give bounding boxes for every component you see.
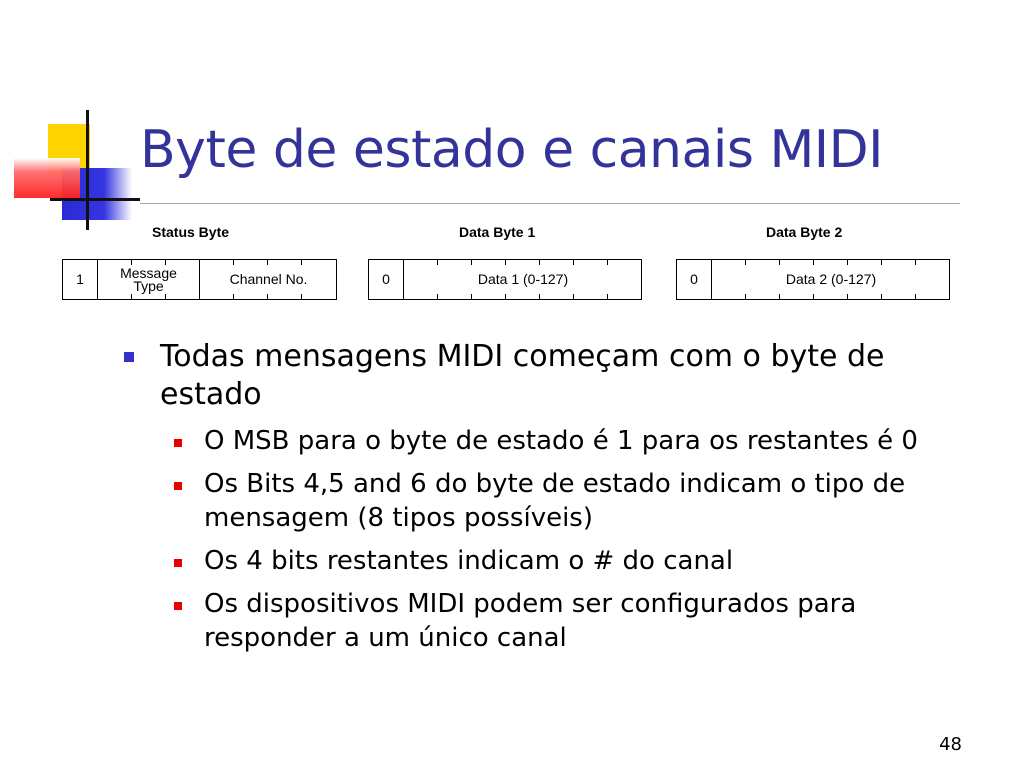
- bullet-item: [120, 338, 990, 414]
- sub-bullet-item: [162, 544, 990, 578]
- logo-horizontal-line: [50, 198, 140, 201]
- slide-logo: [0, 100, 150, 230]
- square-bullet-icon: [174, 482, 182, 490]
- data-byte-1-box: [368, 259, 642, 300]
- logo-red-square: [14, 158, 80, 198]
- page-number: 48: [939, 734, 962, 755]
- data1-msb-cell: 0: [382, 271, 390, 287]
- data2-value-cell: Data 2 (0-127): [785, 271, 877, 287]
- data-byte-2-box: [676, 259, 950, 300]
- sub-bullet-text: O MSB para o byte de estado é 1 para os restantes é 0: [204, 426, 918, 456]
- sub-bullet-text: Os Bits 4,5 and 6 do byte de estado indicam o tipo de mensagem (8 tipos possíveis): [204, 469, 906, 533]
- square-bullet-icon: [174, 559, 182, 567]
- slide-title: Byte de estado e canais MIDI: [140, 120, 884, 180]
- data1-value-cell: Data 1 (0-127): [477, 271, 569, 287]
- bullet-text: Todas mensagens MIDI começam com o byte de estado: [160, 339, 885, 412]
- sub-bullet-item: [162, 424, 990, 458]
- message-type-line2: Type: [133, 277, 164, 294]
- data2-msb-cell: 0: [690, 271, 698, 287]
- sub-bullet-text: Os 4 bits restantes indicam o # do canal: [204, 546, 734, 576]
- message-type-cell: [98, 260, 199, 299]
- sub-bullet-item: [162, 587, 990, 655]
- status-byte-label: Status Byte: [152, 224, 230, 240]
- square-bullet-icon: [174, 439, 182, 447]
- status-byte-box: [62, 259, 337, 300]
- bullet-list: [120, 338, 990, 664]
- sub-bullet-text: Os dispositivos MIDI podem ser configurados para responder a um único canal: [204, 589, 857, 653]
- logo-vertical-line: [86, 110, 89, 230]
- title-divider: [140, 203, 960, 204]
- square-bullet-icon: [174, 602, 182, 610]
- message-type-line1: Message: [120, 264, 177, 281]
- sub-bullet-item: [162, 467, 990, 535]
- channel-cell: Channel No.: [229, 271, 308, 287]
- status-msb-cell: 1: [76, 271, 84, 287]
- data-byte-2-label: Data Byte 2: [766, 224, 843, 240]
- data-byte-1-label: Data Byte 1: [459, 224, 536, 240]
- square-bullet-icon: [124, 352, 134, 362]
